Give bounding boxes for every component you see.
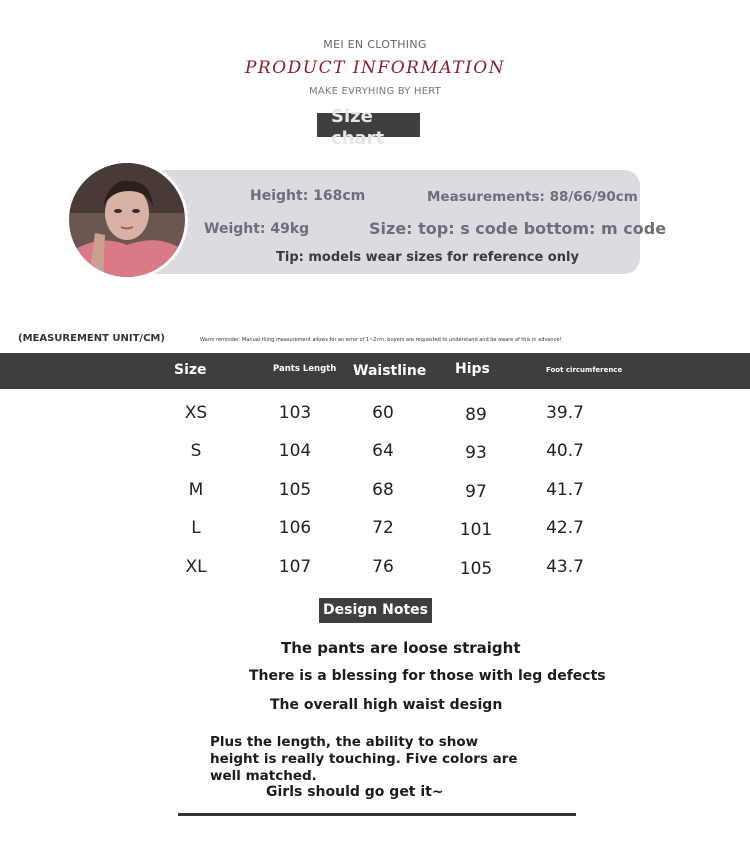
header-waistline: Waistline <box>353 363 427 379</box>
design-note: Girls should go get it~ <box>266 784 444 800</box>
model-info-card <box>140 170 667 274</box>
cell-foot: 40.7 <box>546 441 584 461</box>
table-row <box>0 518 750 548</box>
table-row <box>0 403 750 433</box>
cell-hips: 89 <box>465 405 487 425</box>
model-height: Height: 168cm <box>250 188 366 204</box>
cell-waistline: 68 <box>372 480 394 500</box>
page-title: PRODUCT INFORMATION <box>244 58 506 78</box>
model-tip: Tip: models wear sizes for reference only <box>276 250 579 265</box>
cell-waistline: 76 <box>372 557 394 577</box>
cell-size: S <box>190 441 202 461</box>
cell-pants-length: 103 <box>278 403 312 423</box>
design-note: The overall high waist design <box>270 697 503 713</box>
size-table-header <box>0 353 750 389</box>
header-size: Size <box>174 362 207 378</box>
measurement-reminder: Warm reminder: Manual tiling measurement allows for an error of 1~2cm, buyers are requested to understand and be aware of this in advance! <box>200 337 562 343</box>
tagline: MAKE EVRYHING BY HERT <box>309 86 441 97</box>
header-pants-length: Pants Length <box>273 364 337 374</box>
cell-pants-length: 105 <box>278 480 312 500</box>
cell-foot: 42.7 <box>546 518 584 538</box>
cell-hips: 97 <box>465 482 487 502</box>
table-row <box>0 557 750 587</box>
model-weight: Weight: 49kg <box>204 221 310 237</box>
cell-pants-length: 106 <box>278 518 312 538</box>
header-hips: Hips <box>455 361 490 377</box>
cell-size: M <box>188 480 204 500</box>
model-photo-icon <box>69 163 185 277</box>
cell-hips: 105 <box>459 559 493 579</box>
design-note <box>0 734 560 785</box>
header-foot-circumference: Foot circumference <box>546 366 623 374</box>
design-note: There is a blessing for those with leg defects <box>249 668 606 684</box>
design-notes-badge: Design Notes <box>319 598 432 623</box>
cell-foot: 39.7 <box>546 403 584 423</box>
brand-name: MEI EN CLOTHING <box>323 38 427 51</box>
cell-waistline: 64 <box>372 441 394 461</box>
table-row <box>0 441 750 471</box>
cell-pants-length: 107 <box>278 557 312 577</box>
table-row <box>0 480 750 510</box>
cell-waistline: 60 <box>372 403 394 423</box>
design-note-text: Plus the length, the ability to show height is really touching. Five colors are well matched. <box>210 734 518 784</box>
design-note: The pants are loose straight <box>281 639 521 657</box>
cell-pants-length: 104 <box>278 441 312 461</box>
model-size: Size: top: s code bottom: m code <box>369 219 667 238</box>
cell-size: L <box>191 518 201 538</box>
size-chart-label: Size chart <box>331 106 385 149</box>
cell-waistline: 72 <box>372 518 394 538</box>
model-avatar <box>66 160 188 280</box>
model-measurements: Measurements: 88/66/90cm <box>427 189 638 205</box>
cell-size: XS <box>184 403 208 423</box>
size-chart-badge <box>317 106 420 149</box>
measurement-unit-label: (MEASUREMENT UNIT/CM) <box>18 333 165 344</box>
cell-foot: 43.7 <box>546 557 584 577</box>
bottom-divider <box>178 813 576 816</box>
cell-size: XL <box>185 557 207 577</box>
cell-foot: 41.7 <box>546 480 584 500</box>
cell-hips: 93 <box>465 443 487 463</box>
cell-hips: 101 <box>459 520 493 540</box>
